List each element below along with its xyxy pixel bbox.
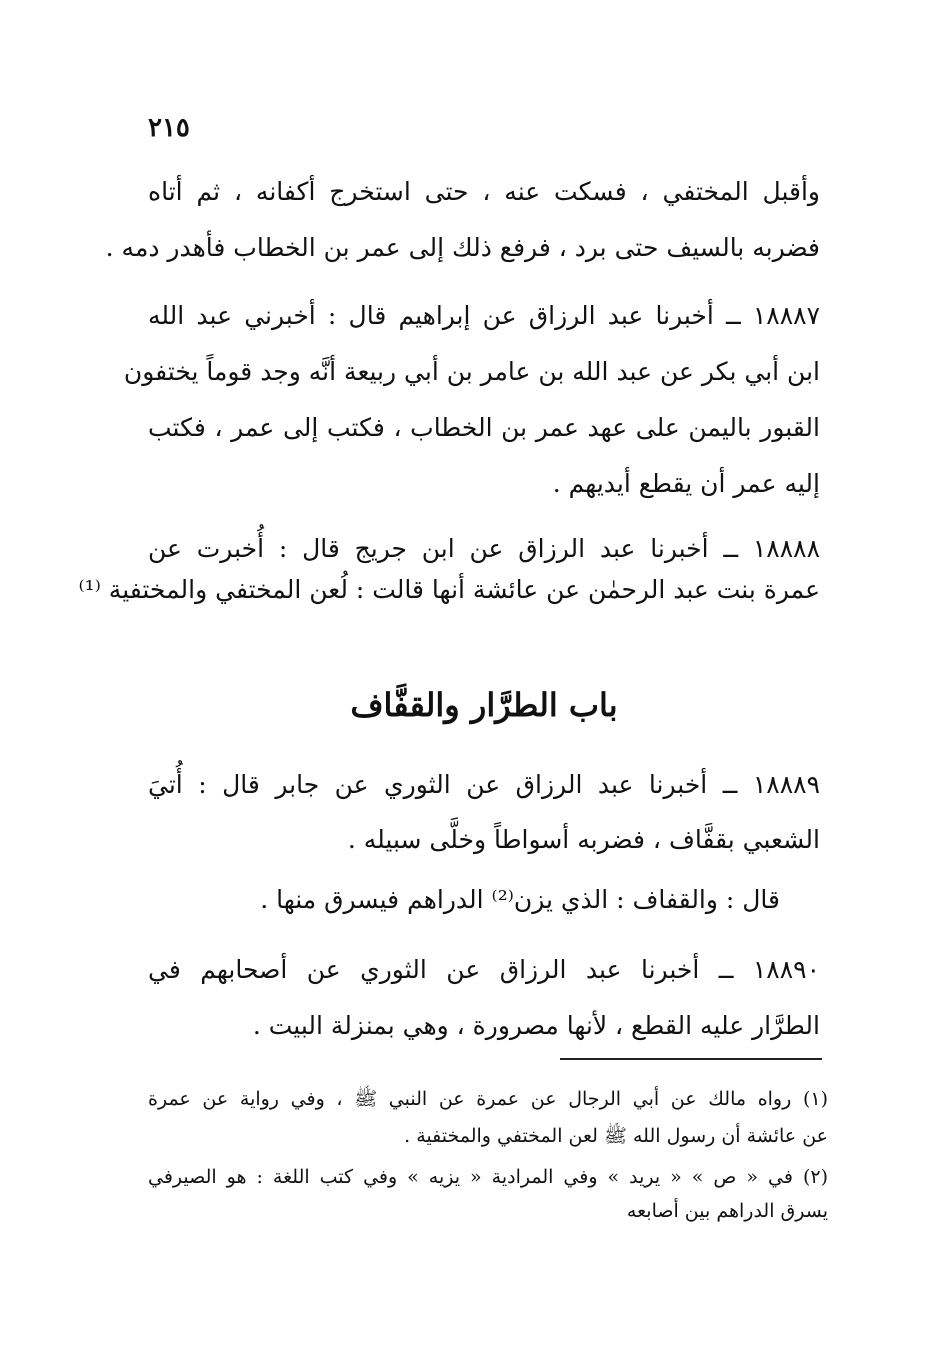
footnote-divider [560, 1058, 822, 1060]
hadith-18889-line: ١٨٨٨٩ ــ أخبرنا عبد الرزاق عن الثوري عن جابر قال : أُتيَ [148, 770, 820, 799]
text-line: عمرة بنت عبد الرحمٰن عن عائشة أنها قالت : لُعن المختفي والمختفية ⁽¹⁾ [78, 575, 820, 604]
text-line: ابن أبي بكر عن عبد الله بن عامر بن أبي ربيعة أنَّه وجد قوماً يختفون [123, 357, 820, 386]
footnote-line: عن عائشة أن رسول الله ﷺ لعن المختفي والمختفية . [404, 1125, 828, 1147]
footnote-line: (١) رواه مالك عن أبي الرجال عن عمرة عن النبي ﷺ ، وفي رواية عن عمرة [148, 1088, 828, 1110]
hadith-18887-line: ١٨٨٨٧ ــ أخبرنا عبد الرزاق عن إبراهيم قال : أخبرني عبد الله [148, 301, 820, 330]
footnote-line: يسرق الدراهم بين أصابعه [626, 1200, 828, 1222]
footnote-line: (٢) في « ص » « يريد » وفي المرادية « يزيه » وفي كتب اللغة : هو الصيرفي [148, 1166, 828, 1188]
chapter-heading: باب الطرَّار والقفَّاف [350, 686, 618, 724]
text-line: إليه عمر أن يقطع أيديهم . [552, 469, 820, 498]
page-number: ٢١٥ [148, 113, 190, 143]
text-line: القبور باليمن على عهد عمر بن الخطاب ، فكتب إلى عمر ، فكتب [148, 413, 820, 442]
text-line: وأقبل المختفي ، فسكت عنه ، حتى استخرج أكفانه ، ثم أتاه [148, 177, 820, 206]
text-line: قال : والقفاف : الذي يزن⁽²⁾ الدراهم فيسرق منها . [260, 885, 780, 914]
hadith-18888-line: ١٨٨٨٨ ــ أخبرنا عبد الرزاق عن ابن جريج قال : أُخبرت عن [148, 534, 820, 563]
text-line: الشعبي بقفَّاف ، فضربه أسواطاً وخلَّى سبيله . [347, 825, 820, 854]
text-line: الطرَّار عليه القطع ، لأنها مصرورة ، وهي بمنزلة البيت . [252, 1011, 820, 1040]
hadith-18890-line: ١٨٨٩٠ ــ أخبرنا عبد الرزاق عن الثوري عن أصحابهم في [148, 955, 820, 984]
text-line: فضربه بالسيف حتى برد ، فرفع ذلك إلى عمر بن الخطاب فأهدر دمه . [105, 233, 820, 262]
